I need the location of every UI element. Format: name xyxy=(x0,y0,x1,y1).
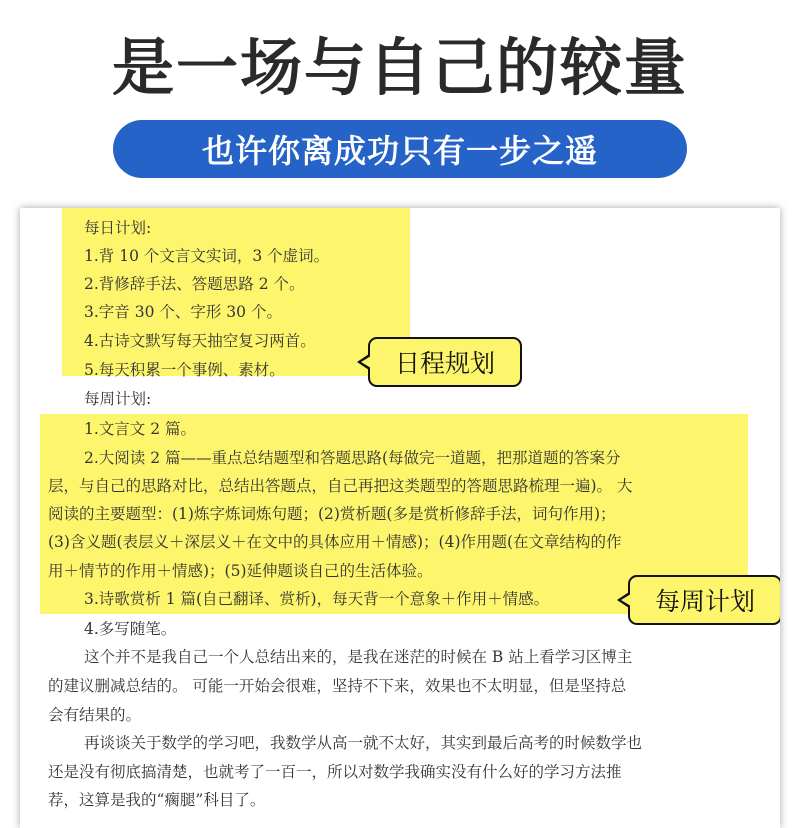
weekly-line: 1.文言文 2 篇。 xyxy=(84,420,197,438)
daily-item: 1.背 10 个文言文实词，3 个虚词。 xyxy=(84,247,330,265)
weekly-plan-tag: 每周计划 xyxy=(628,575,780,625)
daily-item: 4.古诗文默写每天抽空复习两首。 xyxy=(84,332,316,350)
weekly-line: 用＋情节的作用＋情感)；(5)延伸题谈自己的生活体验。 xyxy=(48,562,433,580)
document-page xyxy=(20,208,780,828)
weekly-line: 4.多写随笔。 xyxy=(84,620,177,638)
headline: 是一场与自己的较量 xyxy=(111,31,688,104)
daily-plan-tag: 日程规划 xyxy=(368,337,522,387)
subtitle-pill: 也许你离成功只有一步之遥 xyxy=(113,120,687,178)
daily-title: 每日计划: xyxy=(84,219,152,237)
daily-item: 3.字音 30 个、字形 30 个。 xyxy=(84,303,282,321)
paragraph-line: 这个并不是我自己一个人总结出来的，是我在迷茫的时候在 B 站上看学习区博主 xyxy=(84,648,633,666)
paragraph-line: 再谈谈关于数学的学习吧，我数学从高一就不太好，其实到最后高考的时候数学也 xyxy=(84,734,643,752)
paragraph-line: 荐，这算是我的“瘸腿”科目了。 xyxy=(48,791,266,809)
weekly-line: 2.大阅读 2 篇——重点总结题型和答题思路(每做完一道题，把那道题的答案分 xyxy=(84,449,621,467)
weekly-line: 阅读的主要题型：(1)炼字炼词炼句题；(2)赏析题(多是赏析修辞手法，词句作用)； xyxy=(48,505,616,523)
paragraph-line: 会有结果的。 xyxy=(48,706,142,724)
weekly-title: 每周计划: xyxy=(84,390,152,408)
paragraph-line: 还是没有彻底搞清楚，也就考了一百一，所以对数学我确实没有什么好的学习方法推 xyxy=(48,763,622,781)
weekly-line: 层，与自己的思路对比，总结出答题点，自己再把这类题型的答题思路梳理一遍)。 大 xyxy=(48,477,633,495)
daily-item: 5.每天积累一个事例、素材。 xyxy=(84,361,285,379)
paragraph-line: 的建议删减总结的。 可能一开始会很难，坚持不下来，效果也不太明显，但是坚持总 xyxy=(48,677,627,695)
weekly-line: (3)含义题(表层义＋深层义＋在文中的具体应用＋情感)；(4)作用题(在文章结构的作 xyxy=(48,533,622,551)
daily-item: 2.背修辞手法、答题思路 2 个。 xyxy=(84,275,305,293)
weekly-line: 3.诗歌赏析 1 篇(自己翻译、赏析)，每天背一个意象＋作用＋情感。 xyxy=(84,590,550,608)
